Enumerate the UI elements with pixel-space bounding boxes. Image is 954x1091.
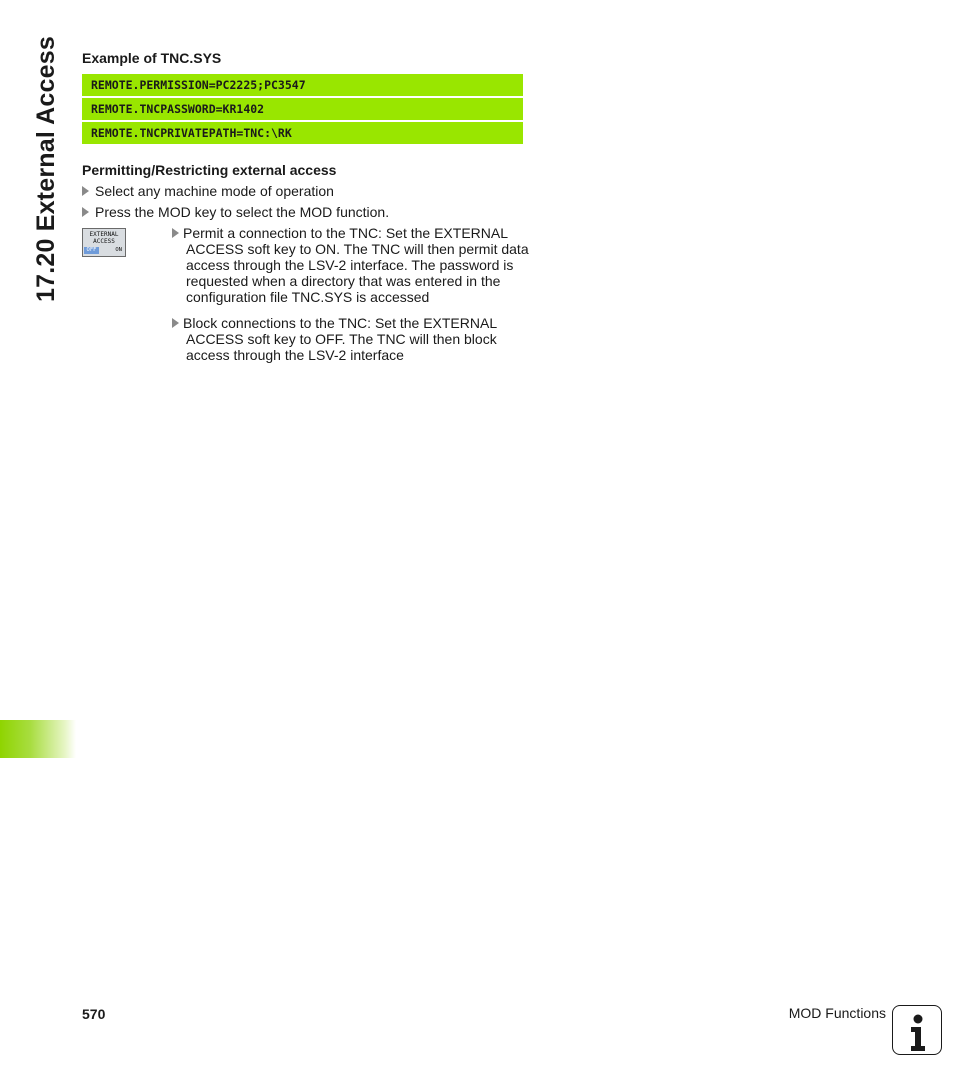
code-line-permission: REMOTE.PERMISSION=PC2225;PC3547 bbox=[82, 74, 523, 96]
step-press-mod-text: Press the MOD key to select the MOD function. bbox=[95, 204, 390, 220]
code-line-private-path: REMOTE.TNCPRIVATEPATH=TNC:\RK bbox=[82, 122, 523, 144]
block-instruction bbox=[172, 315, 532, 363]
step-press-mod bbox=[82, 204, 389, 220]
triangle-bullet-icon bbox=[82, 207, 89, 217]
block-instruction-first: Block connections to the TNC: Set the EXTERNAL bbox=[183, 315, 498, 331]
step-select-mode-text: Select any machine mode of operation bbox=[95, 183, 334, 199]
section-heading: Permitting/Restricting external access bbox=[82, 162, 337, 178]
permit-instruction bbox=[172, 225, 532, 305]
permit-instruction-first: Permit a connection to the TNC: Set the EXTERNAL bbox=[183, 225, 509, 241]
triangle-bullet-icon bbox=[172, 318, 179, 328]
external-access-softkey bbox=[82, 228, 126, 257]
code-line-password: REMOTE.TNCPASSWORD=KR1402 bbox=[82, 98, 523, 120]
side-chapter-title-text: 17.20 External Access bbox=[32, 36, 60, 302]
chapter-tab-marker bbox=[0, 720, 76, 758]
softkey-off-state: OFF bbox=[84, 247, 99, 254]
block-instruction-rest: ACCESS soft key to OFF. The TNC will then block access through the LSV-2 interface bbox=[186, 331, 497, 363]
softkey-label-line1: EXTERNAL bbox=[89, 231, 119, 238]
step-select-mode bbox=[82, 183, 334, 199]
page-number: 570 bbox=[82, 1006, 106, 1022]
softkey-on-state: ON bbox=[115, 247, 122, 253]
example-heading: Example of TNC.SYS bbox=[82, 50, 222, 66]
triangle-bullet-icon bbox=[172, 228, 179, 238]
footer-section-title: MOD Functions bbox=[788, 1005, 886, 1021]
info-icon bbox=[892, 1005, 942, 1055]
triangle-bullet-icon bbox=[82, 186, 89, 196]
softkey-label-line2: ACCESS bbox=[93, 238, 115, 245]
permit-instruction-rest: ACCESS soft key to ON. The TNC will then permit data access through the LSV-2 interface. The password is requested when a directory that was entered in the configuration file TNC.SYS is accessed bbox=[186, 241, 529, 305]
side-chapter-title bbox=[28, 36, 60, 302]
